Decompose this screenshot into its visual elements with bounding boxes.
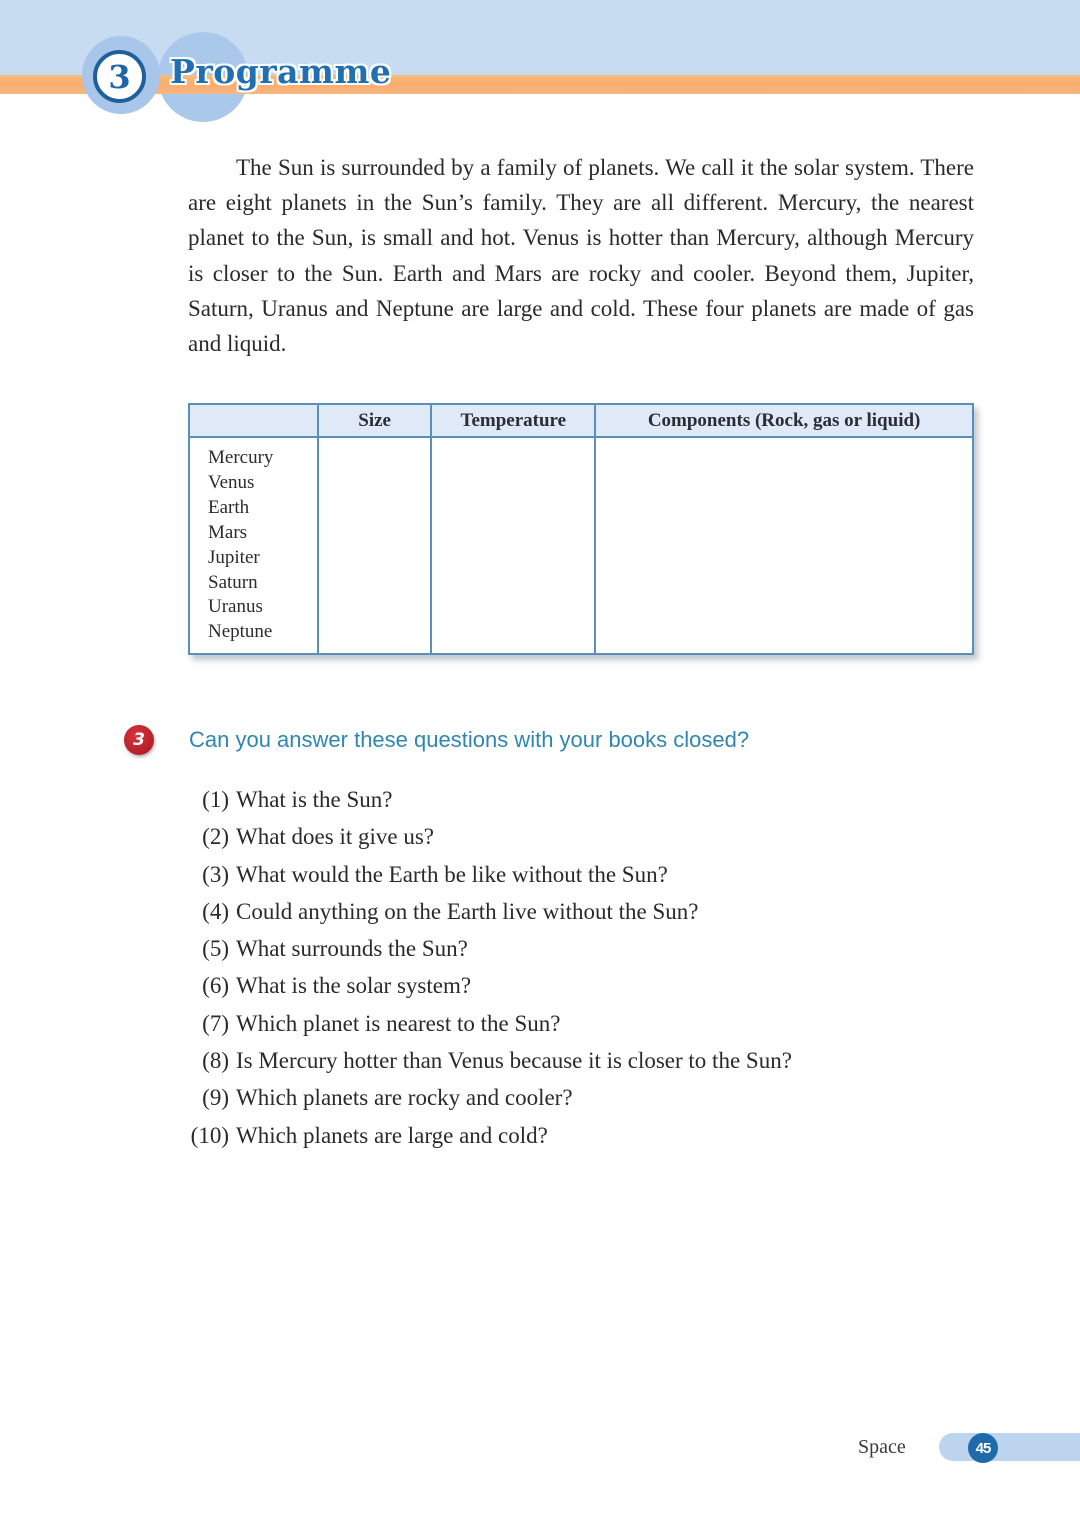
planet-name: Neptune <box>208 621 273 643</box>
question-number: (1) <box>202 787 229 812</box>
question-number: (8) <box>202 1048 229 1074</box>
header-cell-planet <box>189 404 318 437</box>
question-item <box>188 856 792 893</box>
question-item <box>188 1117 792 1154</box>
question-text: Which planets are large and cold? <box>236 1122 548 1148</box>
question-number: (7) <box>202 1010 229 1036</box>
exercise-number-badge: 3 <box>124 725 154 755</box>
question-text: What does it give us? <box>236 824 435 850</box>
question-number: (5) <box>202 936 229 962</box>
table-row <box>189 437 973 654</box>
question-number: (6) <box>202 973 229 999</box>
question-text: Could anything on the Earth live without the Sun? <box>236 898 699 924</box>
question-item <box>188 818 792 855</box>
question-text: What surrounds the Sun? <box>236 936 468 962</box>
reading-passage: The Sun is surrounded by a family of planets. We call it the solar system. There are eight planets in the Sun’s family. They are all different. Mercury, the nearest planet to the Sun, is small and hot. Venus is hotter than Mercury, although Mercury is closer to the Sun. Earth and Mars are rocky and cooler. Beyond them, Jupiter, Saturn, Uranus and Neptune are large and cold. These four planets are made of gas and liquid. <box>188 155 974 357</box>
unit-label: Space <box>858 1436 906 1458</box>
question-text: Is Mercury hotter than Venus because it is closer to the Sun? <box>236 1048 792 1074</box>
section-number-badge: 3 <box>93 50 146 103</box>
planet-name: Mars <box>208 521 248 543</box>
question-number: (2) <box>202 824 229 850</box>
question-list <box>188 781 792 1154</box>
temperature-answer-cell[interactable] <box>431 437 595 654</box>
header-cell-temperature: Temperature <box>431 404 595 437</box>
components-answer-cell[interactable] <box>595 437 973 654</box>
question-text: What would the Earth be like without the Sun? <box>236 861 668 887</box>
question-number: (3) <box>202 861 229 887</box>
question-text: Which planet is nearest to the Sun? <box>236 1010 561 1036</box>
question-item <box>188 967 792 1004</box>
page-number-badge: 45 <box>968 1433 998 1463</box>
planet-names-cell <box>189 437 318 654</box>
page-title: Programme <box>170 52 392 91</box>
question-item <box>188 930 792 967</box>
question-item <box>188 1042 792 1079</box>
question-text: What is the solar system? <box>236 973 472 999</box>
planet-name: Earth <box>208 496 250 518</box>
question-item <box>188 1005 792 1042</box>
header-band-orange <box>0 75 1080 94</box>
footer-tab-decoration <box>939 1433 1080 1461</box>
question-number: (4) <box>202 898 229 924</box>
header-cell-size: Size <box>318 404 432 437</box>
question-item <box>188 781 792 818</box>
question-text: Which planets are rocky and cooler? <box>236 1085 573 1111</box>
planet-table <box>188 403 974 655</box>
question-text: What is the Sun? <box>236 787 393 812</box>
planet-name: Saturn <box>208 571 258 593</box>
planet-name: Venus <box>208 471 255 493</box>
question-item <box>188 893 792 930</box>
question-number: (10) <box>190 1122 229 1148</box>
table-header-row <box>189 404 973 437</box>
planet-name: Mercury <box>208 447 274 468</box>
planet-list <box>190 438 317 645</box>
planet-name: Jupiter <box>208 546 260 568</box>
size-answer-cell[interactable] <box>318 437 432 654</box>
header-cell-components: Components (Rock, gas or liquid) <box>595 404 973 437</box>
planet-name: Uranus <box>208 596 263 618</box>
question-number: (9) <box>202 1085 229 1111</box>
exercise-instruction: Can you answer these questions with your books closed? <box>189 727 750 752</box>
question-item <box>188 1079 792 1116</box>
